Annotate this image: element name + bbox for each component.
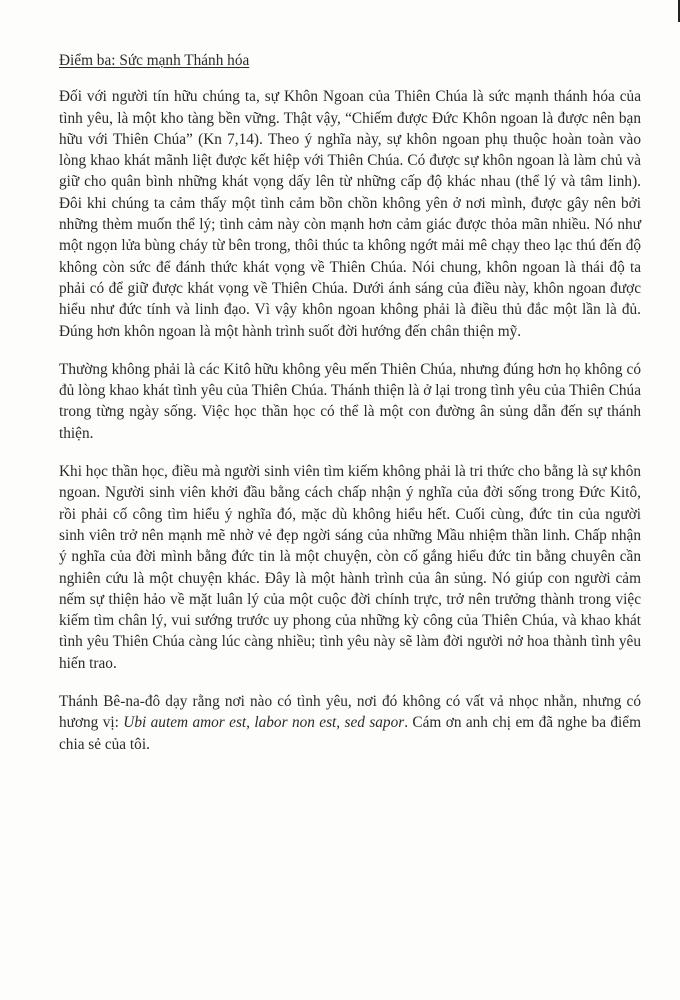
paragraph-christian-desire: Thường không phải là các Kitô hữu không yêu mến Thiên Chúa, nhưng đúng hơn họ không có đủ lòng khao khát tình yêu của Thiên Chúa. Thánh thiện là ở lại trong tình yêu của Thiên Chúa trong từng ngày sống. Việc học thần học có thể là một con đường ân sủng dẫn đến sự thánh thiện. xyxy=(59,360,641,442)
paragraph-saint-bernard-closing xyxy=(59,691,641,755)
latin-quote: Ubi autem amor est, labor non est, sed sapor xyxy=(123,714,405,732)
closing-text-before: Thánh Bê-na-đô dạy rằng nơi nào có tình yêu, nơi đó không có vất vả nhọc nhằn, nhưng có hương vị: xyxy=(59,693,641,732)
document-body xyxy=(59,50,641,772)
paragraph-studying-theology: Khi học thần học, điều mà người sinh viên tìm kiếm không phải là tri thức cho bằng là sự khôn ngoan. Người sinh viên khởi đầu bằng cách chấp nhận ý nghĩa của đời sống trong Đức Kitô, rồi phải cố công tìm hiểu ý nghĩa đó, mặc dù không hiểu hết. Cuối cùng, đức tin của người sinh viên trở nên mạnh mẽ nhờ vẻ đẹp ngời sáng của những Mầu nhiệm thần linh. Chấp nhận ý nghĩa của đời mình bằng đức tin là một chuyện, còn cố gắng hiểu đức tin bằng chuyên cần nghiên cứu là một chuyện khác. Đây là một hành trình của ân sủng. Nó giúp con người cảm nếm sự thiện hảo về mặt luân lý của một cuộc đời chính trực, trở nên trưởng thành trong việc kiếm tìm chân lý, vui sướng trước uy phong của những kỳ công của Thiên Chúa, và khao khát tình yêu Thiên Chúa càng lúc càng nhiều; tình yêu này sẽ làm đời người nở hoa thành tình yêu hiến trao. xyxy=(59,463,641,672)
section-heading: Điểm ba: Sức mạnh Thánh hóa xyxy=(59,52,250,69)
closing-text-after: . Cám ơn anh chị em đã nghe ba điểm chia sẻ của tôi. xyxy=(59,714,641,753)
paragraph-wisdom-sanctifying-power: Đối với người tín hữu chúng ta, sự Khôn Ngoan của Thiên Chúa là sức mạnh thánh hóa của tình yêu, là một kho tàng bền vững. Thật vậy, “Chiếm được Đức Khôn ngoan là được nên bạn hữu với Thiên Chúa” (Kn 7,14). Theo ý nghĩa này, sự khôn ngoan phụ thuộc hoàn toàn vào lòng khao khát mãnh liệt được kết hiệp với Thiên Chúa. Có được sự khôn ngoan là làm chủ và giữ cho quân bình những khát vọng dấy lên từ những cấp độ khác nhau (thể lý và tâm linh). Đôi khi chúng ta cảm thấy một tình cảm bồn chồn không yên ở nơi mình, được gây nên bởi những thèm muốn thể lý; tình cảm này còn mạnh hơn cảm giác được thỏa mãn nhiều. Nó như một ngọn lửa bùng cháy từ bên trong, thôi thúc ta không ngớt mải mê chạy theo lạc thú đến độ không còn sức để đánh thức khát vọng về Thiên Chúa. Nói chung, khôn ngoan là thái độ ta phải có để giữ được khát vọng về Thiên Chúa. Dưới ánh sáng của điều này, khôn ngoan được hiểu như đức tính và linh đạo. Vì vậy khôn ngoan không phải là điều thủ đắc một lần là đủ. Đúng hơn khôn ngoan là một hành trình suốt đời hướng đến chân thiện mỹ. xyxy=(59,88,641,340)
